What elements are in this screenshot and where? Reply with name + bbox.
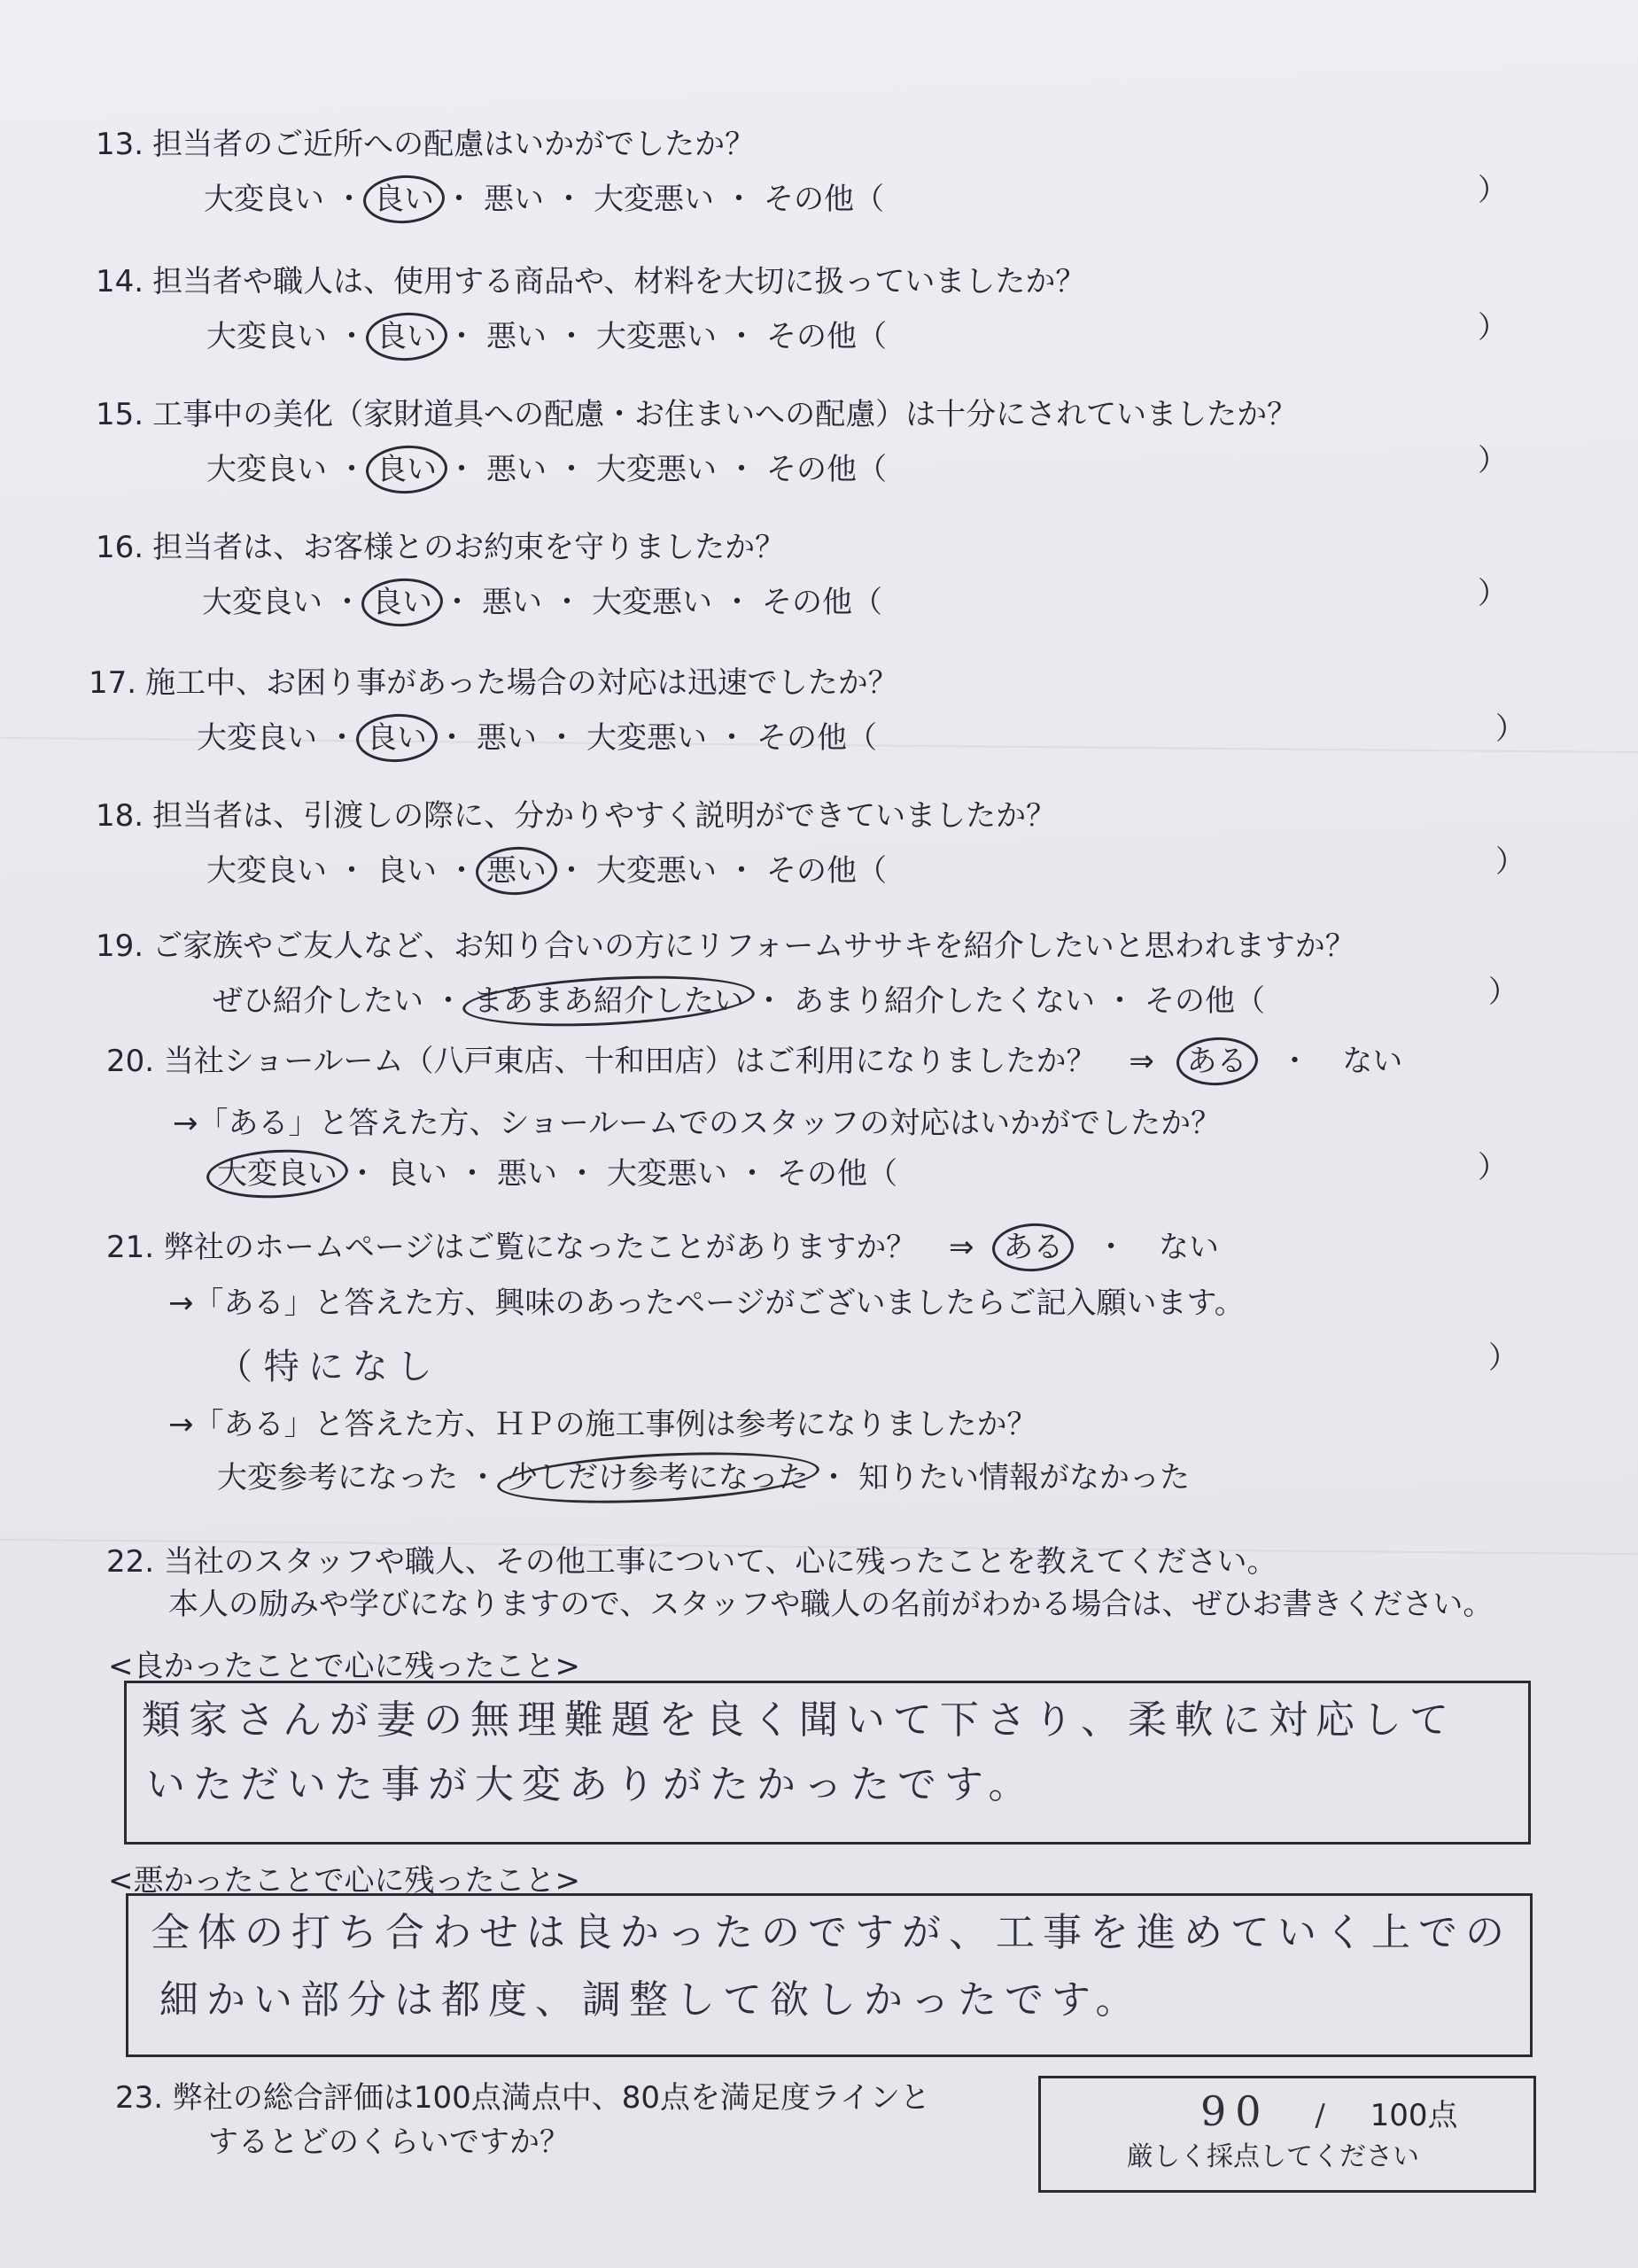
option[interactable]: 悪い [482,585,542,620]
option[interactable]: その他（ [762,585,882,620]
option[interactable]: 大変悪い [594,182,714,217]
question-number: 22. [106,1544,155,1580]
separator: ・ [437,720,467,756]
option-selected[interactable]: 良い [377,449,437,490]
question-20: 20. 当社ショールーム（八戸東店、十和田店）はご利用になりましたか？ ⇒ ある ・ ない [106,1041,1612,1082]
option[interactable]: 大変悪い [596,319,717,354]
answer-yes-selected[interactable]: ある [1003,1227,1063,1268]
question-15 [96,394,1602,435]
options-row [206,850,887,891]
option[interactable]: 悪い [486,319,547,354]
separator: ・ [819,1460,849,1495]
close-paren: ） [1478,173,1508,208]
separator: ・ [337,452,367,487]
answer-field[interactable] [217,1342,441,1392]
question-text: 弊社のホームページはご覧になったことがありますか？ [163,1230,917,1265]
options-row [202,582,882,623]
question-text: 当社のスタッフや職人、その他工事について、心に残ったことを教えてください。 [163,1544,1277,1580]
separator: ・ [726,452,757,487]
close-paren: ） [1478,576,1508,611]
option[interactable]: 大変良い [204,182,324,217]
option[interactable]: その他（ [757,720,877,756]
option-selected[interactable]: まあまあ紹介したい [473,981,744,1021]
option[interactable]: 大変良い [206,452,327,487]
separator: ・ [468,1460,498,1495]
separator: ・ [442,585,472,620]
question-14 [96,261,1602,302]
option[interactable]: その他（ [1145,983,1265,1019]
option[interactable]: 大変悪い [607,1156,727,1192]
bad-comment-label: <悪かったことで心に残ったこと> [108,1863,580,1899]
separator: ・ [347,1156,377,1192]
option[interactable]: 悪い [477,720,537,756]
followup-text: →「ある」と答えた方、ＨＰの施工事例は参考になりましたか？ [168,1407,1037,1442]
question-21: 21. 弊社のホームページはご覧になったことがありますか？ ⇒ ある ・ ない [106,1227,1612,1268]
close-paren: ） [1488,975,1518,1010]
question-number: 13. [96,127,144,162]
answer-no[interactable]: ない [1342,1044,1403,1079]
separator: ・ [552,585,582,620]
separator: ・ [446,319,477,354]
followup-text: →「ある」と答えた方、ショールームでのスタッフの対応はいかがでしたか？ [173,1106,1222,1141]
close-paren: ） [1478,443,1508,478]
separator: ・ [334,182,364,217]
question-number: 16. [96,530,144,565]
option[interactable]: 悪い [497,1156,557,1192]
question-number: 17. [89,665,137,701]
question-number: 18. [96,798,144,834]
question-text: ご家族やご友人など、お知り合いの方にリフォームササキを紹介したいと思われますか？ [152,928,1355,964]
close-paren: ） [1478,310,1508,346]
question-number: 19. [96,928,144,964]
option-selected[interactable]: 良い [367,718,427,758]
option[interactable]: 良い [377,853,437,889]
option[interactable]: その他（ [766,452,887,487]
arrow-icon: ⇒ [1129,1044,1154,1079]
question-22 [106,1542,1612,1582]
separator: ・ [1105,983,1135,1019]
question-16 [96,527,1602,568]
q20-options [217,1153,897,1194]
separator: ・ [332,585,362,620]
question-text: 担当者や職人は、使用する商品や、材料を大切に扱っていましたか？ [152,264,1086,299]
option[interactable]: 大変悪い [586,720,707,756]
option[interactable]: ぜひ紹介したい [213,983,423,1019]
score-line [1200,2087,1458,2136]
bad-comment-line: 細かい部分は都度、調整して欲しかったです。 [159,1977,1143,2023]
separator: ・ [547,720,577,756]
open-paren: （ [217,1347,252,1387]
question-text: 担当者は、引渡しの際に、分かりやすく説明ができていましたか？ [152,798,1057,834]
option[interactable]: 悪い [486,452,547,487]
option[interactable]: 大変悪い [592,585,712,620]
answer-no[interactable]: ない [1158,1230,1219,1265]
separator: ・ [556,319,586,354]
option[interactable]: 悪い [484,182,544,217]
bad-comment-line: 全体の打ち合わせは良かったのですが、工事を進めていく上での [151,1910,1512,1955]
separator: ・ [446,452,477,487]
good-comment-line: いただいた事が大変ありがたかったです。 [146,1762,1036,1807]
score-note: 厳しく採点してください [1127,2141,1419,2172]
question-text: 弊社の総合評価は100点満点中、80点を満足度ラインと [172,2080,931,2116]
separator: ・ [554,182,584,217]
option[interactable]: あまり紹介したくない [794,983,1095,1019]
handwritten-score: 90 [1200,2087,1270,2135]
separator: ・ [433,983,463,1019]
handwritten-answer: 特になし [263,1347,441,1387]
close-paren: ） [1495,844,1525,880]
close-paren: ） [1478,1150,1508,1185]
separator: ・ [444,182,474,217]
option[interactable]: 大変良い [202,585,322,620]
good-comment-label: <良かったことで心に残ったこと> [108,1649,580,1684]
score-slash: / [1315,2098,1334,2133]
followup-text: →「ある」と答えた方、興味のあったページがございましたらご記入願います。 [168,1285,1245,1321]
option[interactable]: 大変良い [197,720,317,756]
question-number: 20. [106,1044,155,1079]
question-number: 21. [106,1230,155,1265]
option-selected[interactable]: 良い [372,582,432,623]
option-selected[interactable]: 大変良い [217,1153,338,1194]
option[interactable]: その他（ [777,1156,897,1192]
options-row [213,981,1265,1021]
option-selected[interactable]: 良い [374,179,434,220]
option[interactable]: 大変良い [206,319,327,354]
option-selected[interactable]: 良い [377,316,437,357]
arrow-icon: ⇒ [949,1230,974,1265]
separator: ・ [457,1156,487,1192]
option[interactable]: その他（ [764,182,884,217]
separator: ・ [567,1156,597,1192]
separator: ・ [724,182,754,217]
question-13 [96,124,1602,165]
option[interactable]: 大変悪い [596,452,717,487]
option[interactable]: 良い [387,1156,447,1192]
close-paren: ） [1495,711,1525,747]
option[interactable]: 知りたい情報がなかった [858,1460,1190,1495]
separator: ・ [754,983,784,1019]
separator: ・ [337,319,367,354]
question-text: 担当者は、お客様とのお約束を守りましたか？ [152,530,786,565]
separator: ・ [556,853,586,889]
score-max: 100点 [1370,2098,1458,2133]
question-number: 14. [96,264,144,299]
question-17 [89,663,1595,703]
question-subtext: するとどのくらいですか？ [208,2124,570,2160]
question-19 [96,926,1602,967]
separator: ・ [337,853,367,889]
option-selected[interactable]: 悪い [486,850,547,891]
option[interactable]: 大変悪い [596,853,717,889]
question-text: 担当者のご近所への配慮はいかがでしたか？ [152,127,756,162]
option[interactable]: その他（ [766,319,887,354]
question-subtext: 本人の励みや学びになりますので、スタッフや職人の名前がわかる場合は、ぜひお書きください。 [168,1587,1494,1622]
separator: ・ [327,720,357,756]
question-text: 工事中の美化（家財道具への配慮・お住まいへの配慮）は十分にされていましたか？ [152,397,1298,432]
question-text: 施工中、お困り事があった場合の対応は迅速でしたか？ [145,665,898,701]
option[interactable]: その他（ [766,853,887,889]
question-18 [96,796,1602,836]
separator: ・ [722,585,752,620]
good-comment-line: 類家さんが妻の無理難題を良く聞いて下さり、柔軟に対応して [142,1697,1456,1743]
question-text: 当社ショールーム（八戸東店、十和田店）はご利用になりましたか？ [163,1044,1097,1079]
separator: ・ [717,720,747,756]
options-row [206,316,887,357]
separator: ・ [737,1156,767,1192]
separator: ・ [726,319,757,354]
option[interactable]: 大変参考になった [217,1460,458,1495]
options-row [197,718,877,758]
option[interactable]: 大変良い [206,853,327,889]
close-paren: ） [1488,1340,1518,1376]
question-number: 15. [96,397,144,432]
q21-options [217,1457,1190,1498]
options-row [206,449,887,490]
separator: ・ [556,452,586,487]
question-number: 23. [115,2080,164,2116]
options-row [204,179,884,220]
answer-yes-selected[interactable]: ある [1187,1041,1247,1082]
separator: ・ [726,853,757,889]
separator: ・ [446,853,477,889]
option-selected[interactable]: 少しだけ参考になった [508,1457,809,1498]
